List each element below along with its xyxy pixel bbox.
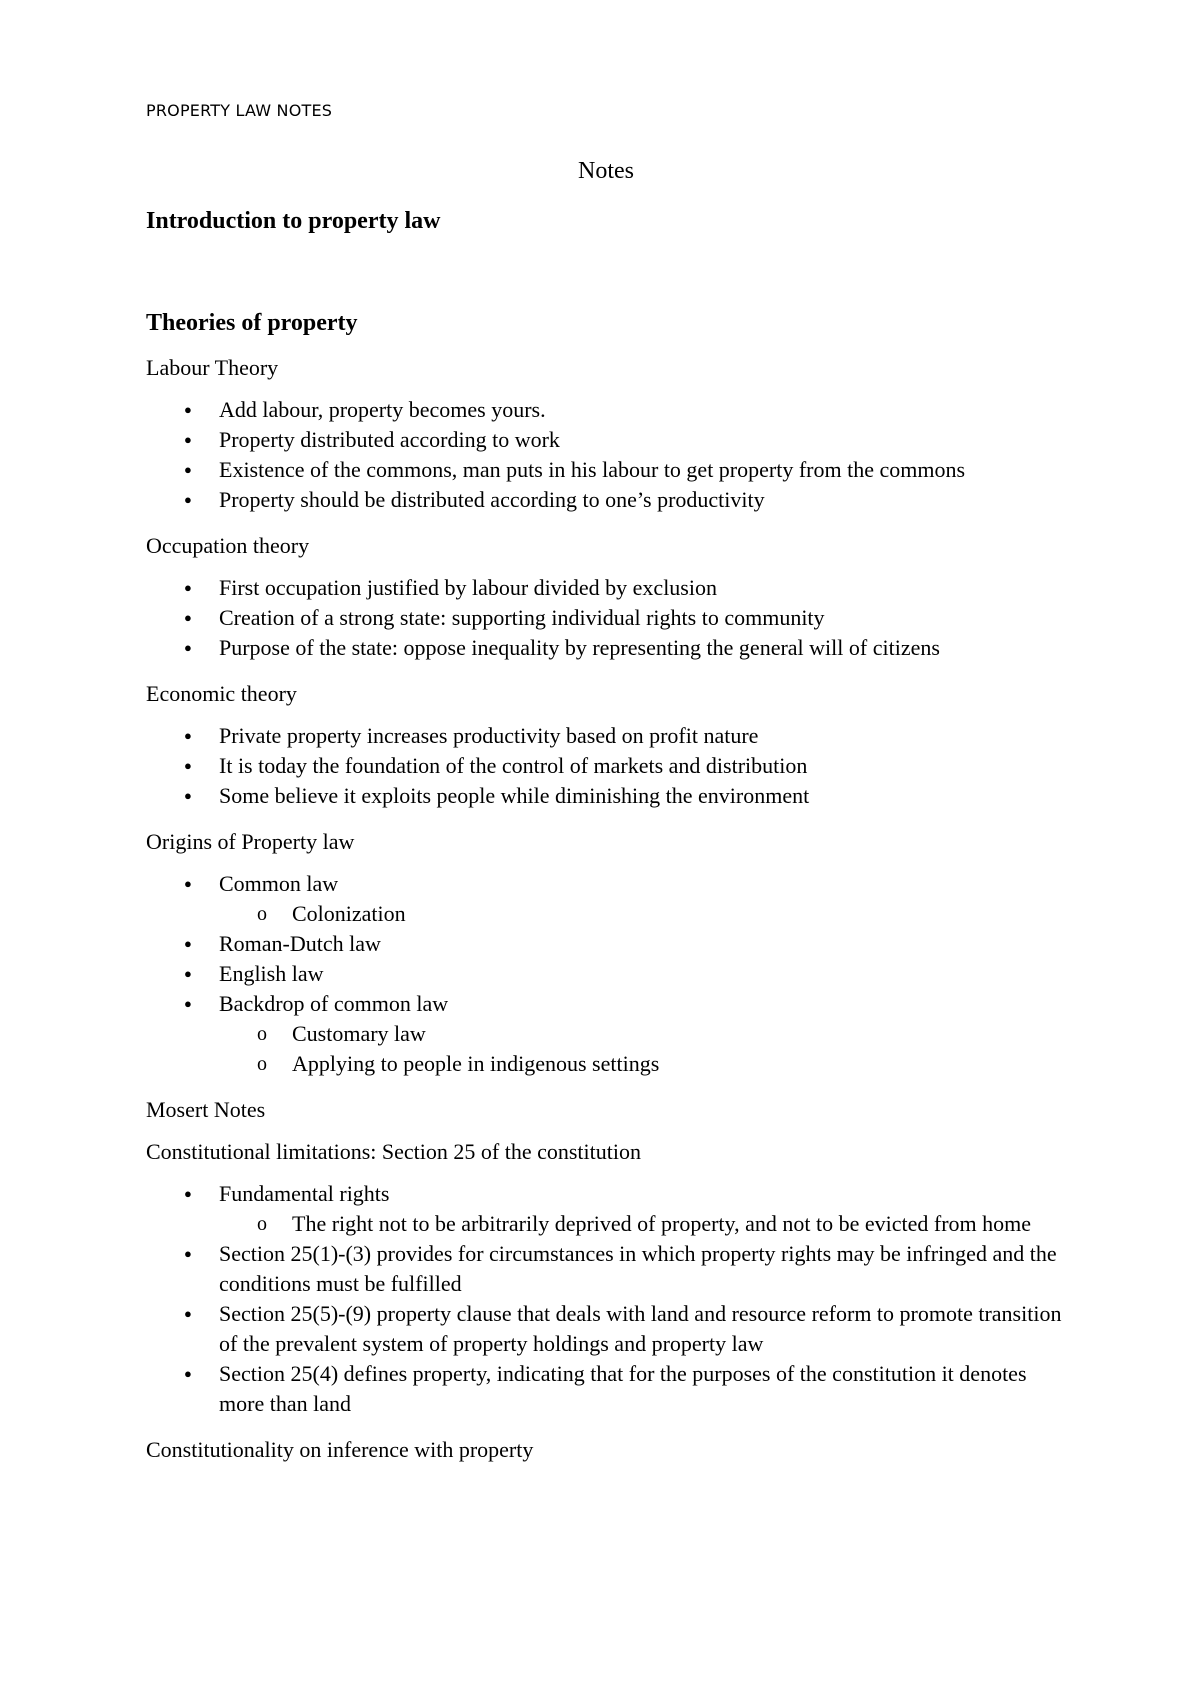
section-heading-intro: Introduction to property law [146, 208, 441, 234]
labour-theory-list [146, 395, 1066, 515]
list-item [146, 869, 1066, 929]
list-item: ● Section 25(4) defines property, indicating that for the purposes of the constitution it denotes more than land [146, 1359, 1066, 1419]
list-item: ● It is today the foundation of the control of markets and distribution [146, 751, 1066, 781]
subheading-constitutional: Constitutional limitations: Section 25 of the constitution [146, 1139, 641, 1164]
list-item: ● Property should be distributed according to one’s productivity [146, 485, 1066, 515]
list-item: ● Property distributed according to work [146, 425, 1066, 455]
list-item [146, 989, 1066, 1079]
list-item: ● Purpose of the state: oppose inequality by representing the general will of citizens [146, 633, 1066, 663]
subheading-occupation-theory: Occupation theory [146, 533, 310, 558]
constitutional-list [146, 1179, 1066, 1419]
sub-list-item: o Colonization [219, 899, 1066, 929]
list-item: ● English law [146, 959, 1066, 989]
list-item: ● Section 25(1)-(3) provides for circumstances in which property rights may be infringed and the conditions must be fulfilled [146, 1239, 1066, 1299]
list-item: ● Some believe it exploits people while diminishing the environment [146, 781, 1066, 811]
origins-list [146, 869, 1066, 1079]
document-body [146, 155, 1066, 1477]
list-item: ● First occupation justified by labour divided by exclusion [146, 573, 1066, 603]
list-item [146, 1179, 1066, 1239]
list-item: ● Private property increases productivity based on profit nature [146, 721, 1066, 751]
sub-list [219, 1209, 1066, 1239]
sub-list [219, 899, 1066, 929]
sub-list-item: o Applying to people in indigenous settings [219, 1049, 1066, 1079]
subheading-economic-theory: Economic theory [146, 681, 297, 706]
list-item: ● Existence of the commons, man puts in his labour to get property from the commons [146, 455, 1066, 485]
closing-line: Constitutionality on inference with property [146, 1437, 534, 1462]
list-item-text: Backdrop of common law [219, 991, 449, 1016]
subheading-mosert-notes: Mosert Notes [146, 1097, 266, 1122]
list-item: ● Section 25(5)-(9) property clause that deals with land and resource reform to promote transition of the prevalent system of property holdings and property law [146, 1299, 1066, 1359]
sub-list-item: o The right not to be arbitrarily deprived of property, and not to be evicted from home [219, 1209, 1066, 1239]
list-item: ● Creation of a strong state: supporting individual rights to community [146, 603, 1066, 633]
list-item-text: Fundamental rights [219, 1181, 390, 1206]
document-title: Notes [578, 158, 634, 184]
section-heading-theories: Theories of property [146, 310, 358, 336]
economic-theory-list [146, 721, 1066, 811]
occupation-theory-list [146, 573, 1066, 663]
subheading-labour-theory: Labour Theory [146, 355, 279, 380]
list-item-text: Common law [219, 871, 339, 896]
sub-list-item: o Customary law [219, 1019, 1066, 1049]
page-header: PROPERTY LAW NOTES [146, 101, 333, 120]
sub-list [219, 1019, 1066, 1079]
list-item: ● Add labour, property becomes yours. [146, 395, 1066, 425]
subheading-origins: Origins of Property law [146, 829, 355, 854]
list-item: ● Roman-Dutch law [146, 929, 1066, 959]
